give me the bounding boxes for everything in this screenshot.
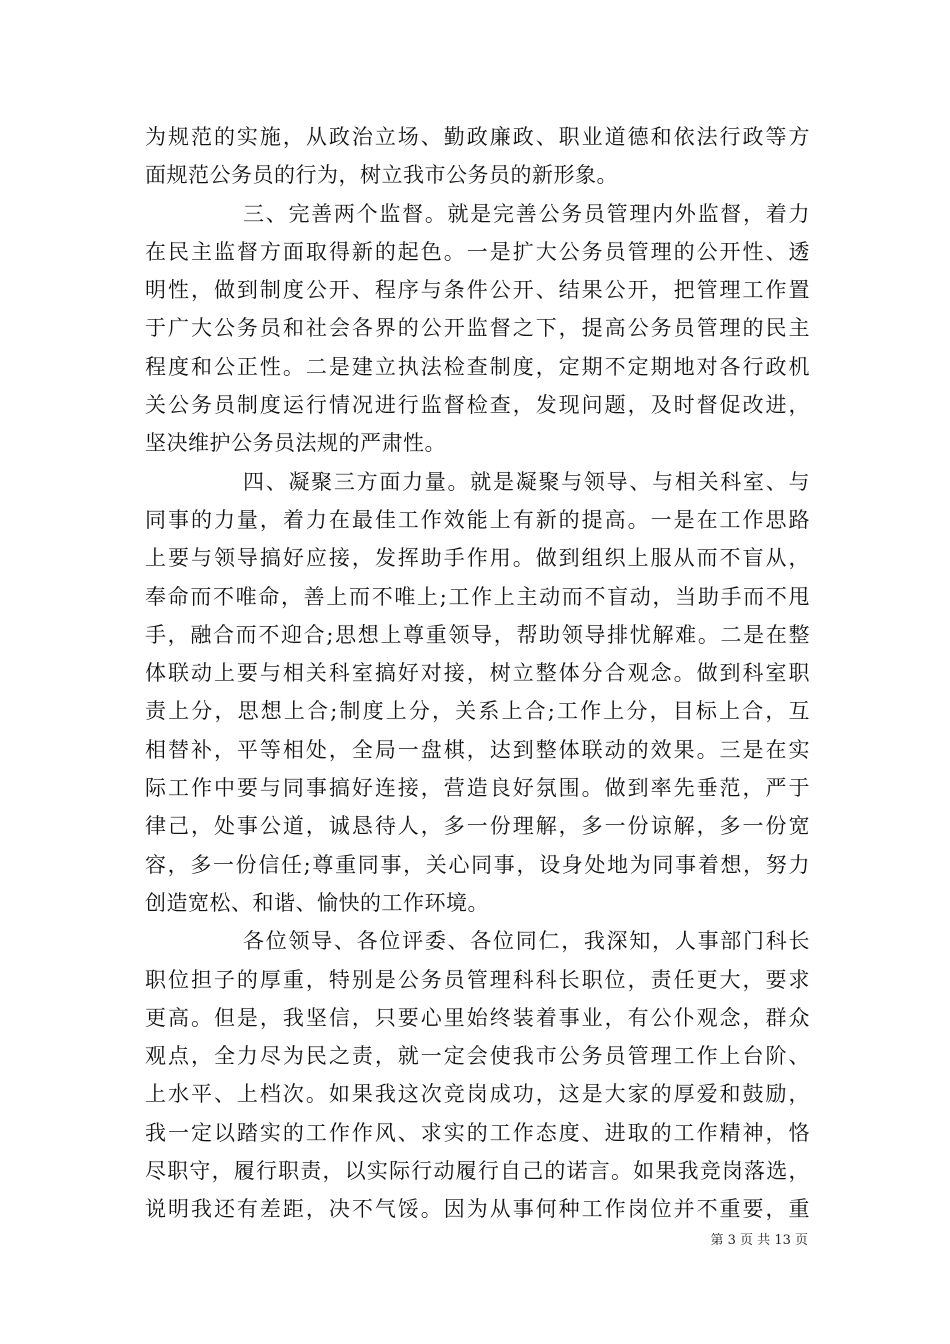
- text-line: 关公务员制度运行情况进行监督检查，发现问题，及时督促改进，: [145, 393, 810, 418]
- text-line: 面规范公务员的行为，树立我市公务员的新形象。: [145, 163, 618, 188]
- text-line: 在民主监督方面取得新的起色。一是扩大公务员管理的公开性、透: [145, 239, 810, 264]
- text-line: 四、凝聚三方面力量。就是凝聚与领导、与相关科室、与: [243, 469, 810, 494]
- text-line: 责上分，思想上合;制度上分，关系上合;工作上分，目标上合，互: [145, 699, 810, 724]
- text-line: 容，多一份信任;尊重同事，关心同事，设身处地为同事着想，努力: [145, 852, 810, 877]
- text-line: 相替补，平等相处，全局一盘棋，达到整体联动的效果。三是在实: [145, 737, 810, 762]
- text-line: 际工作中要与同事搞好连接，营造良好氛围。做到率先垂范，严于: [145, 776, 810, 801]
- text-line: 体联动上要与相关科室搞好对接，树立整体分合观念。做到科室职: [145, 661, 810, 686]
- text-line: 坚决维护公务员法规的严肃性。: [145, 431, 446, 456]
- text-line: 说明我还有差距，决不气馁。因为从事何种工作岗位并不重要，重: [145, 1197, 810, 1222]
- text-line: 创造宽松、和谐、愉快的工作环境。: [145, 890, 489, 915]
- text-line: 三、完善两个监督。就是完善公务员管理内外监督，着力: [243, 201, 810, 226]
- text-line: 观点，全力尽为民之责，就一定会使我市公务员管理工作上台阶、: [145, 1044, 810, 1069]
- text-line: 我一定以踏实的工作作风、求实的工作态度、进取的工作精神，恪: [145, 1120, 810, 1145]
- text-line: 尽职守，履行职责，以实际行动履行自己的诺言。如果我竞岗落选，: [145, 1159, 810, 1184]
- text-line: 职位担子的厚重，特别是公务员管理科科长职位，责任更大，要求: [145, 967, 810, 992]
- body-text: [145, 118, 810, 1229]
- text-line: 律己，处事公道，诚恳待人，多一份理解，多一份谅解，多一份宽: [145, 814, 810, 839]
- page-number-footer: 第 3 页 共 13 页: [710, 1233, 808, 1248]
- text-line: 为规范的实施，从政治立场、勤政廉政、职业道德和依法行政等方: [145, 125, 810, 149]
- text-line: 明性，做到制度公开、程序与条件公开、结果公开，把管理工作置: [145, 278, 810, 303]
- text-line: 上要与领导搞好应接，发挥助手作用。做到组织上服从而不盲从，: [145, 546, 810, 571]
- text-line: 上水平、上档次。如果我这次竞岗成功，这是大家的厚爱和鼓励，: [145, 1082, 810, 1107]
- text-line: 手，融合而不迎合;思想上尊重领导，帮助领导排忧解难。二是在整: [145, 622, 810, 647]
- text-line: 各位领导、各位评委、各位同仁，我深知，人事部门科长: [243, 929, 810, 954]
- text-line: 程度和公正性。二是建立执法检查制度，定期不定期地对各行政机: [145, 354, 810, 379]
- text-line: 于广大公务员和社会各界的公开监督之下，提高公务员管理的民主: [145, 316, 810, 341]
- text-line: 更高。但是，我坚信，只要心里始终装着事业，有公仆观念，群众: [145, 1005, 810, 1030]
- text-line: 同事的力量，着力在最佳工作效能上有新的提高。一是在工作思路: [145, 507, 810, 532]
- text-line: 奉命而不唯命，善上而不唯上;工作上主动而不盲动，当助手而不甩: [145, 584, 810, 609]
